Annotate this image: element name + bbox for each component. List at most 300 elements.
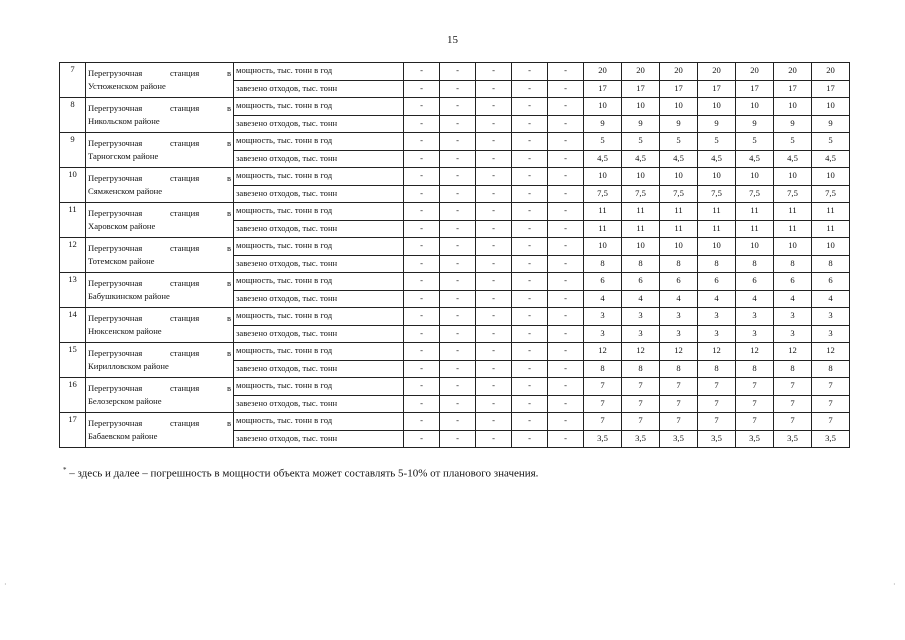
value-cell: 11 xyxy=(736,220,774,238)
value-cell: 7 xyxy=(812,395,850,413)
value-cell: 12 xyxy=(736,343,774,361)
station-name-part: в xyxy=(226,417,231,428)
value-cell: 17 xyxy=(622,80,660,98)
empty-value-dash: - xyxy=(440,308,476,326)
metric-label: завезено отходов, тыс. тонн xyxy=(234,395,404,413)
empty-value-dash: - xyxy=(476,255,512,273)
value-cell: 3 xyxy=(660,325,698,343)
station-name xyxy=(86,308,234,343)
value-cell: 7 xyxy=(774,413,812,431)
empty-value-dash: - xyxy=(476,133,512,151)
empty-value-dash: - xyxy=(440,63,476,81)
value-cell: 10 xyxy=(812,98,850,116)
value-cell: 4,5 xyxy=(698,150,736,168)
station-name-part: Перегрузочная xyxy=(88,137,143,148)
empty-value-dash: - xyxy=(512,290,548,308)
value-cell: 3 xyxy=(736,308,774,326)
station-name-part: в xyxy=(226,67,231,78)
empty-value-dash: - xyxy=(476,168,512,186)
value-cell: 8 xyxy=(774,255,812,273)
value-cell: 20 xyxy=(660,63,698,81)
value-cell: 4,5 xyxy=(812,150,850,168)
empty-value-dash: - xyxy=(440,360,476,378)
value-cell: 4 xyxy=(774,290,812,308)
empty-value-dash: - xyxy=(476,290,512,308)
value-cell: 10 xyxy=(698,98,736,116)
row-number: 11 xyxy=(60,203,86,238)
empty-value-dash: - xyxy=(404,378,440,396)
empty-value-dash: - xyxy=(476,220,512,238)
value-cell: 7,5 xyxy=(812,185,850,203)
value-cell: 4 xyxy=(736,290,774,308)
table-row xyxy=(60,273,850,291)
empty-value-dash: - xyxy=(548,133,584,151)
value-cell: 3 xyxy=(774,325,812,343)
value-cell: 7 xyxy=(584,395,622,413)
value-cell: 17 xyxy=(812,80,850,98)
empty-value-dash: - xyxy=(404,430,440,448)
metric-label: завезено отходов, тыс. тонн xyxy=(234,255,404,273)
empty-value-dash: - xyxy=(404,133,440,151)
station-name xyxy=(86,238,234,273)
station-name-part: станция xyxy=(169,207,200,218)
empty-value-dash: - xyxy=(404,115,440,133)
value-cell: 11 xyxy=(812,203,850,221)
waste-station-table xyxy=(59,62,850,448)
value-cell: 5 xyxy=(584,133,622,151)
value-cell: 3,5 xyxy=(698,430,736,448)
value-cell: 4,5 xyxy=(622,150,660,168)
station-name-part: станция xyxy=(169,172,200,183)
station-name-part: в xyxy=(226,102,231,113)
table-row xyxy=(60,133,850,151)
footnote-text: – здесь и далее – погрешность в мощности объекта может составлять 5-10% от планового значения. xyxy=(66,467,539,480)
value-cell: 7 xyxy=(622,413,660,431)
empty-value-dash: - xyxy=(548,378,584,396)
station-name-part: станция xyxy=(169,277,200,288)
station-name xyxy=(86,343,234,378)
station-name-part: Перегрузочная xyxy=(88,102,143,113)
value-cell: 10 xyxy=(584,168,622,186)
value-cell: 7 xyxy=(698,395,736,413)
empty-value-dash: - xyxy=(512,98,548,116)
empty-value-dash: - xyxy=(404,290,440,308)
empty-value-dash: - xyxy=(512,430,548,448)
empty-value-dash: - xyxy=(512,378,548,396)
value-cell: 3,5 xyxy=(660,430,698,448)
empty-value-dash: - xyxy=(476,63,512,81)
station-name-part: станция xyxy=(169,67,200,78)
value-cell: 11 xyxy=(584,203,622,221)
value-cell: 12 xyxy=(812,343,850,361)
value-cell: 12 xyxy=(584,343,622,361)
empty-value-dash: - xyxy=(512,395,548,413)
metric-label: завезено отходов, тыс. тонн xyxy=(234,80,404,98)
metric-label: мощность, тыс. тонн в год xyxy=(234,63,404,81)
empty-value-dash: - xyxy=(512,360,548,378)
metric-label: завезено отходов, тыс. тонн xyxy=(234,325,404,343)
empty-value-dash: - xyxy=(548,325,584,343)
value-cell: 4 xyxy=(812,290,850,308)
empty-value-dash: - xyxy=(548,413,584,431)
value-cell: 3,5 xyxy=(584,430,622,448)
empty-value-dash: - xyxy=(440,185,476,203)
empty-value-dash: - xyxy=(404,255,440,273)
station-name-part: Перегрузочная xyxy=(88,382,143,393)
station-name xyxy=(86,63,234,98)
empty-value-dash: - xyxy=(404,203,440,221)
value-cell: 10 xyxy=(812,168,850,186)
metric-label: мощность, тыс. тонн в год xyxy=(234,343,404,361)
empty-value-dash: - xyxy=(548,220,584,238)
value-cell: 6 xyxy=(774,273,812,291)
metric-label: завезено отходов, тыс. тонн xyxy=(234,430,404,448)
empty-value-dash: - xyxy=(512,413,548,431)
empty-value-dash: - xyxy=(476,115,512,133)
value-cell: 20 xyxy=(584,63,622,81)
value-cell: 12 xyxy=(774,343,812,361)
value-cell: 17 xyxy=(584,80,622,98)
station-name-part: в xyxy=(226,242,231,253)
empty-value-dash: - xyxy=(404,150,440,168)
value-cell: 8 xyxy=(812,360,850,378)
empty-value-dash: - xyxy=(548,63,584,81)
metric-label: мощность, тыс. тонн в год xyxy=(234,238,404,256)
station-name-part: в xyxy=(226,312,231,323)
station-name-part: в xyxy=(226,382,231,393)
value-cell: 3 xyxy=(622,325,660,343)
value-cell: 10 xyxy=(698,238,736,256)
empty-value-dash: - xyxy=(512,255,548,273)
value-cell: 20 xyxy=(698,63,736,81)
value-cell: 7 xyxy=(660,378,698,396)
value-cell: 3 xyxy=(622,308,660,326)
value-cell: 17 xyxy=(698,80,736,98)
metric-label: завезено отходов, тыс. тонн xyxy=(234,360,404,378)
empty-value-dash: - xyxy=(476,395,512,413)
table-row xyxy=(60,413,850,431)
empty-value-dash: - xyxy=(440,325,476,343)
table-row xyxy=(60,168,850,186)
station-name-part: станция xyxy=(169,102,200,113)
empty-value-dash: - xyxy=(476,185,512,203)
footnote xyxy=(63,466,538,480)
value-cell: 9 xyxy=(812,115,850,133)
value-cell: 7 xyxy=(660,395,698,413)
value-cell: 8 xyxy=(736,255,774,273)
empty-value-dash: - xyxy=(476,203,512,221)
row-number: 7 xyxy=(60,63,86,98)
empty-value-dash: - xyxy=(512,185,548,203)
empty-value-dash: - xyxy=(512,343,548,361)
station-name-part: Перегрузочная xyxy=(88,172,143,183)
value-cell: 5 xyxy=(774,133,812,151)
value-cell: 3 xyxy=(698,308,736,326)
empty-value-dash: - xyxy=(404,98,440,116)
value-cell: 7 xyxy=(812,413,850,431)
value-cell: 7 xyxy=(774,395,812,413)
value-cell: 10 xyxy=(660,168,698,186)
value-cell: 11 xyxy=(584,220,622,238)
station-name-part: в xyxy=(226,137,231,148)
station-name-part: Перегрузочная xyxy=(88,417,143,428)
station-district: Тарногском районе xyxy=(88,150,159,161)
empty-value-dash: - xyxy=(404,308,440,326)
value-cell: 3 xyxy=(660,308,698,326)
value-cell: 10 xyxy=(660,98,698,116)
row-number: 17 xyxy=(60,413,86,448)
metric-label: завезено отходов, тыс. тонн xyxy=(234,115,404,133)
value-cell: 9 xyxy=(622,115,660,133)
value-cell: 9 xyxy=(584,115,622,133)
value-cell: 5 xyxy=(736,133,774,151)
value-cell: 20 xyxy=(736,63,774,81)
empty-value-dash: - xyxy=(404,220,440,238)
station-name xyxy=(86,413,234,448)
station-name xyxy=(86,98,234,133)
value-cell: 4,5 xyxy=(660,150,698,168)
empty-value-dash: - xyxy=(512,220,548,238)
value-cell: 11 xyxy=(698,203,736,221)
metric-label: завезено отходов, тыс. тонн xyxy=(234,220,404,238)
value-cell: 12 xyxy=(698,343,736,361)
empty-value-dash: - xyxy=(476,308,512,326)
value-cell: 8 xyxy=(622,255,660,273)
value-cell: 10 xyxy=(622,98,660,116)
value-cell: 7 xyxy=(622,378,660,396)
empty-value-dash: - xyxy=(548,290,584,308)
table-row xyxy=(60,63,850,81)
station-name-part: Перегрузочная xyxy=(88,207,143,218)
value-cell: 11 xyxy=(812,220,850,238)
value-cell: 4,5 xyxy=(736,150,774,168)
empty-value-dash: - xyxy=(404,325,440,343)
metric-label: мощность, тыс. тонн в год xyxy=(234,413,404,431)
station-name-part: станция xyxy=(169,242,200,253)
metric-label: мощность, тыс. тонн в год xyxy=(234,98,404,116)
value-cell: 9 xyxy=(660,115,698,133)
station-name-part: в xyxy=(226,347,231,358)
value-cell: 7,5 xyxy=(622,185,660,203)
value-cell: 6 xyxy=(622,273,660,291)
empty-value-dash: - xyxy=(440,133,476,151)
empty-value-dash: - xyxy=(512,238,548,256)
metric-label: мощность, тыс. тонн в год xyxy=(234,378,404,396)
empty-value-dash: - xyxy=(548,150,584,168)
value-cell: 8 xyxy=(584,360,622,378)
page-number: 15 xyxy=(447,34,458,46)
metric-label: мощность, тыс. тонн в год xyxy=(234,133,404,151)
empty-value-dash: - xyxy=(404,185,440,203)
table-row xyxy=(60,98,850,116)
value-cell: 7,5 xyxy=(698,185,736,203)
station-name xyxy=(86,378,234,413)
empty-value-dash: - xyxy=(440,220,476,238)
empty-value-dash: - xyxy=(512,63,548,81)
value-cell: 17 xyxy=(660,80,698,98)
scan-edge-mark-left: · xyxy=(4,580,7,589)
value-cell: 12 xyxy=(660,343,698,361)
value-cell: 10 xyxy=(584,238,622,256)
row-number: 10 xyxy=(60,168,86,203)
value-cell: 10 xyxy=(774,238,812,256)
value-cell: 11 xyxy=(622,203,660,221)
table-row xyxy=(60,343,850,361)
value-cell: 11 xyxy=(660,220,698,238)
value-cell: 5 xyxy=(660,133,698,151)
empty-value-dash: - xyxy=(512,308,548,326)
value-cell: 11 xyxy=(698,220,736,238)
value-cell: 3,5 xyxy=(812,430,850,448)
value-cell: 8 xyxy=(774,360,812,378)
empty-value-dash: - xyxy=(440,343,476,361)
value-cell: 3,5 xyxy=(736,430,774,448)
table-row xyxy=(60,203,850,221)
station-name-part: станция xyxy=(169,347,200,358)
value-cell: 8 xyxy=(812,255,850,273)
empty-value-dash: - xyxy=(476,360,512,378)
value-cell: 6 xyxy=(660,273,698,291)
value-cell: 3,5 xyxy=(774,430,812,448)
empty-value-dash: - xyxy=(476,343,512,361)
metric-label: мощность, тыс. тонн в год xyxy=(234,308,404,326)
empty-value-dash: - xyxy=(512,80,548,98)
value-cell: 10 xyxy=(622,238,660,256)
station-name-part: станция xyxy=(169,417,200,428)
value-cell: 7 xyxy=(698,378,736,396)
value-cell: 3 xyxy=(584,325,622,343)
value-cell: 3 xyxy=(584,308,622,326)
value-cell: 7 xyxy=(660,413,698,431)
empty-value-dash: - xyxy=(548,395,584,413)
value-cell: 8 xyxy=(698,360,736,378)
value-cell: 7 xyxy=(774,378,812,396)
empty-value-dash: - xyxy=(404,395,440,413)
station-name-part: станция xyxy=(169,137,200,148)
value-cell: 17 xyxy=(736,80,774,98)
metric-label: мощность, тыс. тонн в год xyxy=(234,273,404,291)
empty-value-dash: - xyxy=(476,238,512,256)
empty-value-dash: - xyxy=(548,203,584,221)
value-cell: 4 xyxy=(584,290,622,308)
empty-value-dash: - xyxy=(440,273,476,291)
metric-label: завезено отходов, тыс. тонн xyxy=(234,185,404,203)
station-district: Бабаевском районе xyxy=(88,430,158,441)
empty-value-dash: - xyxy=(476,430,512,448)
value-cell: 8 xyxy=(660,255,698,273)
value-cell: 10 xyxy=(736,98,774,116)
value-cell: 9 xyxy=(774,115,812,133)
station-district: Тотемском районе xyxy=(88,255,155,266)
value-cell: 7 xyxy=(736,378,774,396)
value-cell: 7,5 xyxy=(660,185,698,203)
empty-value-dash: - xyxy=(476,150,512,168)
station-district: Белозерском районе xyxy=(88,395,162,406)
value-cell: 8 xyxy=(584,255,622,273)
empty-value-dash: - xyxy=(548,308,584,326)
value-cell: 3 xyxy=(812,325,850,343)
value-cell: 5 xyxy=(698,133,736,151)
empty-value-dash: - xyxy=(440,430,476,448)
value-cell: 7,5 xyxy=(774,185,812,203)
empty-value-dash: - xyxy=(404,80,440,98)
empty-value-dash: - xyxy=(512,150,548,168)
value-cell: 6 xyxy=(584,273,622,291)
station-name-part: в xyxy=(226,172,231,183)
station-name-part: станция xyxy=(169,312,200,323)
station-name xyxy=(86,133,234,168)
empty-value-dash: - xyxy=(548,360,584,378)
station-name-part: Перегрузочная xyxy=(88,312,143,323)
empty-value-dash: - xyxy=(476,80,512,98)
empty-value-dash: - xyxy=(476,413,512,431)
empty-value-dash: - xyxy=(548,255,584,273)
value-cell: 11 xyxy=(622,220,660,238)
value-cell: 9 xyxy=(736,115,774,133)
value-cell: 5 xyxy=(812,133,850,151)
empty-value-dash: - xyxy=(440,395,476,413)
value-cell: 10 xyxy=(622,168,660,186)
table-row xyxy=(60,238,850,256)
empty-value-dash: - xyxy=(476,98,512,116)
empty-value-dash: - xyxy=(548,430,584,448)
row-number: 13 xyxy=(60,273,86,308)
value-cell: 8 xyxy=(660,360,698,378)
station-district: Кирилловском районе xyxy=(88,360,169,371)
footnote-marker: * xyxy=(63,466,67,474)
value-cell: 6 xyxy=(812,273,850,291)
value-cell: 10 xyxy=(698,168,736,186)
value-cell: 17 xyxy=(774,80,812,98)
station-name xyxy=(86,203,234,238)
row-number: 16 xyxy=(60,378,86,413)
empty-value-dash: - xyxy=(548,185,584,203)
station-name-part: в xyxy=(226,207,231,218)
value-cell: 10 xyxy=(812,238,850,256)
station-district: Нюксенском районе xyxy=(88,325,162,336)
value-cell: 20 xyxy=(622,63,660,81)
value-cell: 11 xyxy=(774,203,812,221)
empty-value-dash: - xyxy=(548,343,584,361)
station-name-part: Перегрузочная xyxy=(88,67,143,78)
empty-value-dash: - xyxy=(548,273,584,291)
station-district: Бабушкинском районе xyxy=(88,290,170,301)
empty-value-dash: - xyxy=(548,98,584,116)
value-cell: 3 xyxy=(774,308,812,326)
row-number: 12 xyxy=(60,238,86,273)
station-name-part: Перегрузочная xyxy=(88,347,143,358)
empty-value-dash: - xyxy=(440,203,476,221)
empty-value-dash: - xyxy=(512,325,548,343)
empty-value-dash: - xyxy=(440,413,476,431)
empty-value-dash: - xyxy=(512,115,548,133)
value-cell: 4 xyxy=(698,290,736,308)
empty-value-dash: - xyxy=(512,203,548,221)
metric-label: завезено отходов, тыс. тонн xyxy=(234,150,404,168)
value-cell: 3,5 xyxy=(622,430,660,448)
value-cell: 6 xyxy=(698,273,736,291)
value-cell: 8 xyxy=(736,360,774,378)
value-cell: 10 xyxy=(774,98,812,116)
value-cell: 7,5 xyxy=(736,185,774,203)
value-cell: 8 xyxy=(698,255,736,273)
value-cell: 12 xyxy=(622,343,660,361)
value-cell: 9 xyxy=(698,115,736,133)
value-cell: 10 xyxy=(736,168,774,186)
metric-label: мощность, тыс. тонн в год xyxy=(234,168,404,186)
empty-value-dash: - xyxy=(476,325,512,343)
empty-value-dash: - xyxy=(440,80,476,98)
